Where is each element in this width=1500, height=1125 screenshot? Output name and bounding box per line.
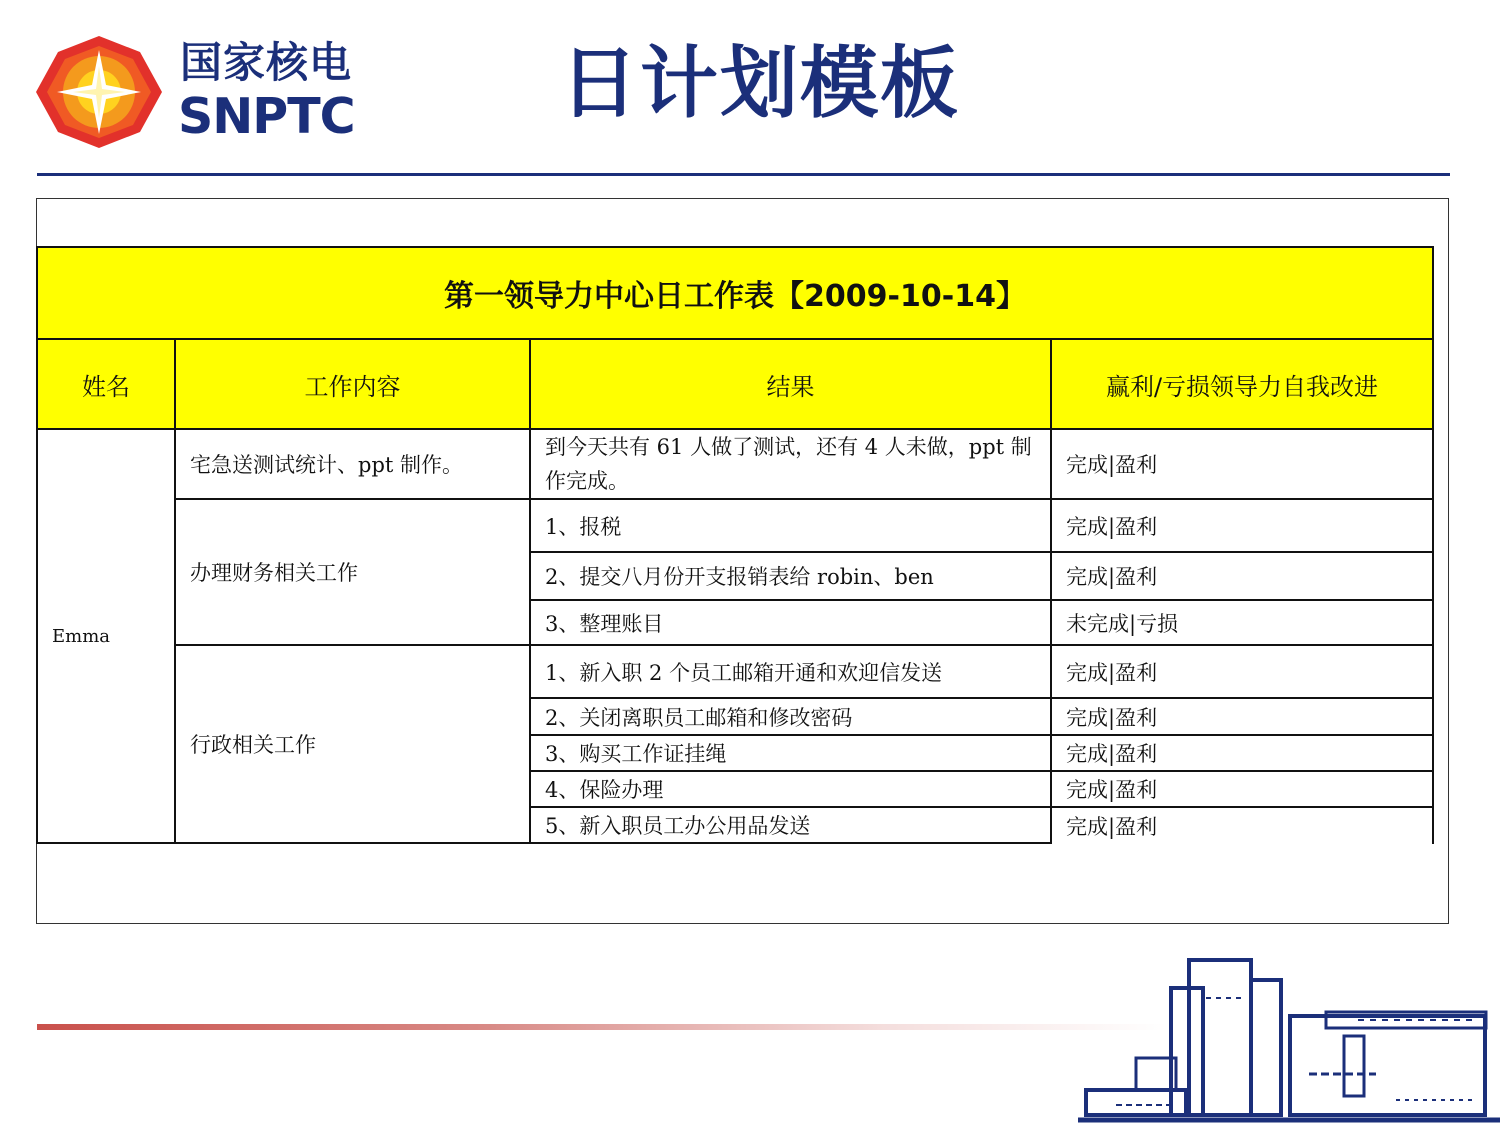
status-cell: 完成|盈利 (1052, 553, 1434, 601)
logo-english-name: SNPTC (178, 88, 355, 145)
status-cell: 完成|盈利 (1052, 500, 1434, 553)
result-cell: 4、保险办理 (531, 772, 1052, 808)
column-header-improvement: 赢利/亏损领导力自我改进 (1052, 340, 1434, 430)
footer-gradient-divider (37, 1024, 1167, 1030)
result-cell: 3、购买工作证挂绳 (531, 736, 1052, 772)
status-cell: 完成|盈利 (1052, 699, 1434, 736)
result-cell: 到今天共有 61 人做了测试，还有 4 人未做，ppt 制作完成。 (531, 430, 1052, 500)
result-cell: 5、新入职员工办公用品发送 (531, 808, 1052, 844)
status-cell: 完成|盈利 (1052, 736, 1434, 772)
employee-name-cell: Emma (38, 430, 176, 844)
slide-title: 日计划模板 (560, 39, 961, 129)
result-cell: 2、提交八月份开支报销表给 robin、ben (531, 553, 1052, 601)
column-header-name: 姓名 (38, 340, 176, 430)
snptc-logo-icon (36, 36, 162, 148)
result-cell: 1、新入职 2 个员工邮箱开通和欢迎信发送 (531, 646, 1052, 699)
status-cell: 完成|盈利 (1052, 808, 1434, 844)
status-cell: 未完成|亏损 (1052, 601, 1434, 646)
status-cell: 完成|盈利 (1052, 772, 1434, 808)
result-cell: 3、整理账目 (531, 601, 1052, 646)
task-cell: 行政相关工作 (176, 646, 531, 844)
power-plant-illustration-icon (1076, 950, 1500, 1125)
task-cell: 办理财务相关工作 (176, 500, 531, 646)
table-title: 第一领导力中心日工作表【2009-10-14】 (38, 248, 1434, 340)
column-header-result: 结果 (531, 340, 1052, 430)
result-cell: 1、报税 (531, 500, 1052, 553)
header-divider (37, 173, 1450, 176)
column-header-task: 工作内容 (176, 340, 531, 430)
status-cell: 完成|盈利 (1052, 646, 1434, 699)
status-cell: 完成|盈利 (1052, 430, 1434, 500)
logo-chinese-name: 国家核电 (180, 38, 353, 87)
daily-work-table (36, 246, 1434, 844)
task-cell: 宅急送测试统计、ppt 制作。 (176, 430, 531, 500)
result-cell: 2、关闭离职员工邮箱和修改密码 (531, 699, 1052, 736)
